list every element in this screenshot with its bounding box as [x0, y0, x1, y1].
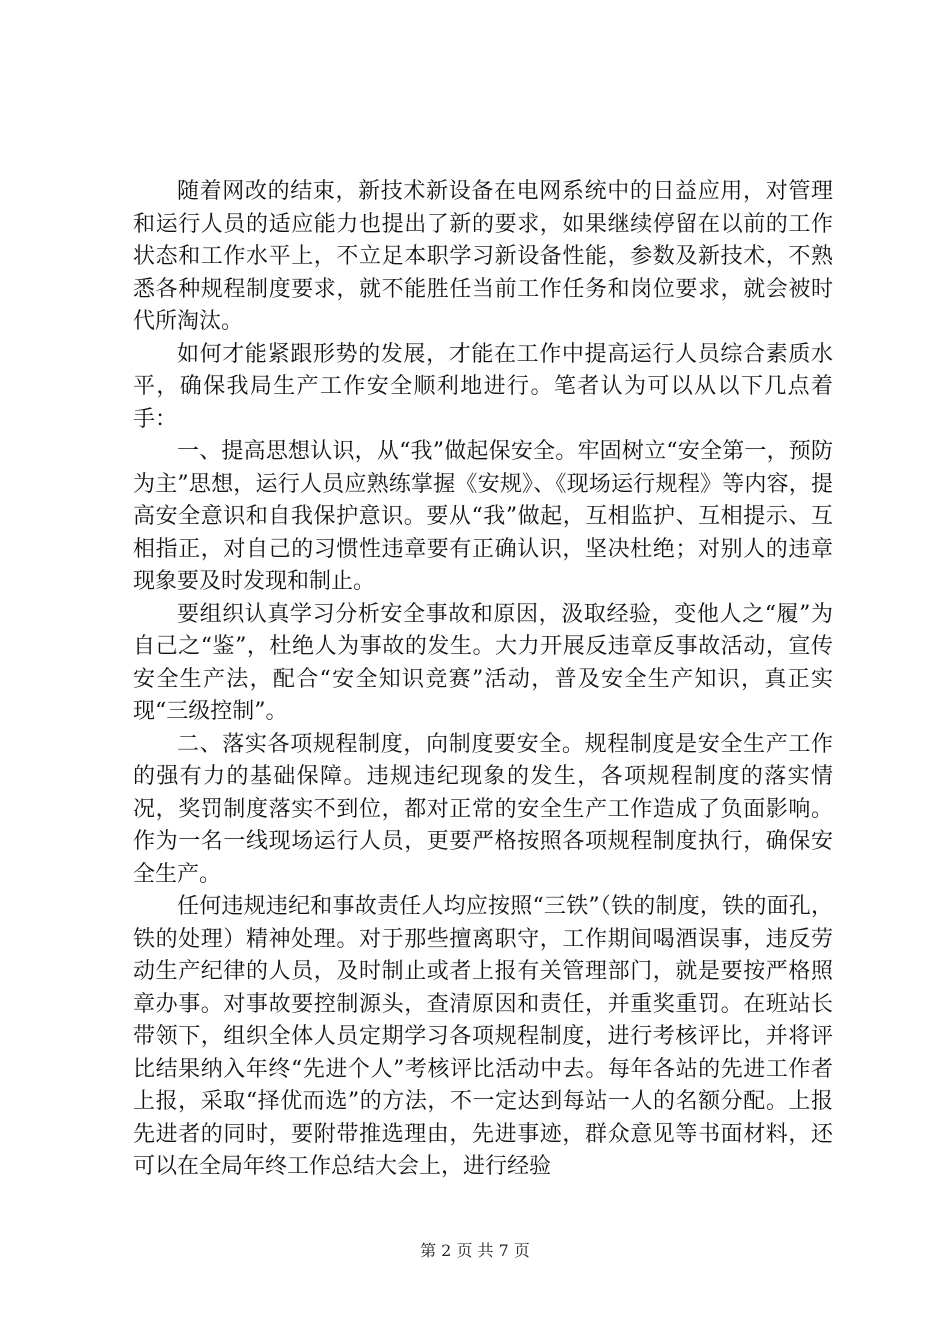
page-number-footer: 第 2 页 共 7 页: [420, 1241, 530, 1260]
paragraph-6: 任何违规违纪和事故责任人均应按照“三铁”（铁的制度，铁的面孔，铁的处理）精神处理。对于那些擅离职守，工作期间喝酒误事，违反劳动生产纪律的人员，及时制止或者上报有关管理部门，就是要按严格照章办事。对事故要控制源头，查清原因和责任，并重奖重罚。在班站长带领下，组织全体人员定期学习各项规程制度，进行考核评比，并将评比结果纳入年终“先进个人”考核评比活动中去。每年各站的先进工作者上报，采取“择优而选”的方法，不一定达到每站一人的名额分配。上报先进者的同时，要附带推选理由，先进事迹，群众意见等书面材料，还可以在全局年终工作总结大会上，进行经验: [133, 894, 833, 1179]
document-body: [133, 176, 833, 1184]
paragraph-4: 要组织认真学习分析安全事故和原因，汲取经验，变他人之“履”为自己之“鉴”，杜绝人为事故的发生。大力开展反违章反事故活动，宣传安全生产法，配合“安全知识竞赛”活动，普及安全生产知识，真正实现“三级控制”。: [133, 601, 833, 724]
paragraph-5: 二、落实各项规程制度，向制度要安全。规程制度是安全生产工作的强有力的基础保障。违规违纪现象的发生，各项规程制度的落实情况，奖罚制度落实不到位，都对正常的安全生产工作造成了负面影响。作为一名一线现场运行人员，更要严格按照各项规程制度执行，确保安全生产。: [133, 731, 833, 887]
paragraph-3: 一、提高思想认识，从“我”做起保安全。牢固树立“安全第一，预防为主”思想，运行人员应熟练掌握《安规》、《现场运行规程》等内容，提高安全意识和自我保护意识。要从“我”做起，互相监护、互相提示、互相指正，对自己的习惯性违章要有正确认识，坚决杜绝；对别人的违章现象要及时发现和制止。: [133, 439, 833, 594]
paragraph-2: 如何才能紧跟形势的发展，才能在工作中提高运行人员综合素质水平，确保我局生产工作安全顺利地进行。笔者认为可以从以下几点着手：: [133, 341, 833, 432]
paragraph-1: 随着网改的结束，新技术新设备在电网系统中的日益应用，对管理和运行人员的适应能力也提出了新的要求，如果继续停留在以前的工作状态和工作水平上，不立足本职学习新设备性能，参数及新技术，不熟悉各种规程制度要求，就不能胜任当前工作任务和岗位要求，就会被时代所淘汰。: [133, 179, 833, 334]
